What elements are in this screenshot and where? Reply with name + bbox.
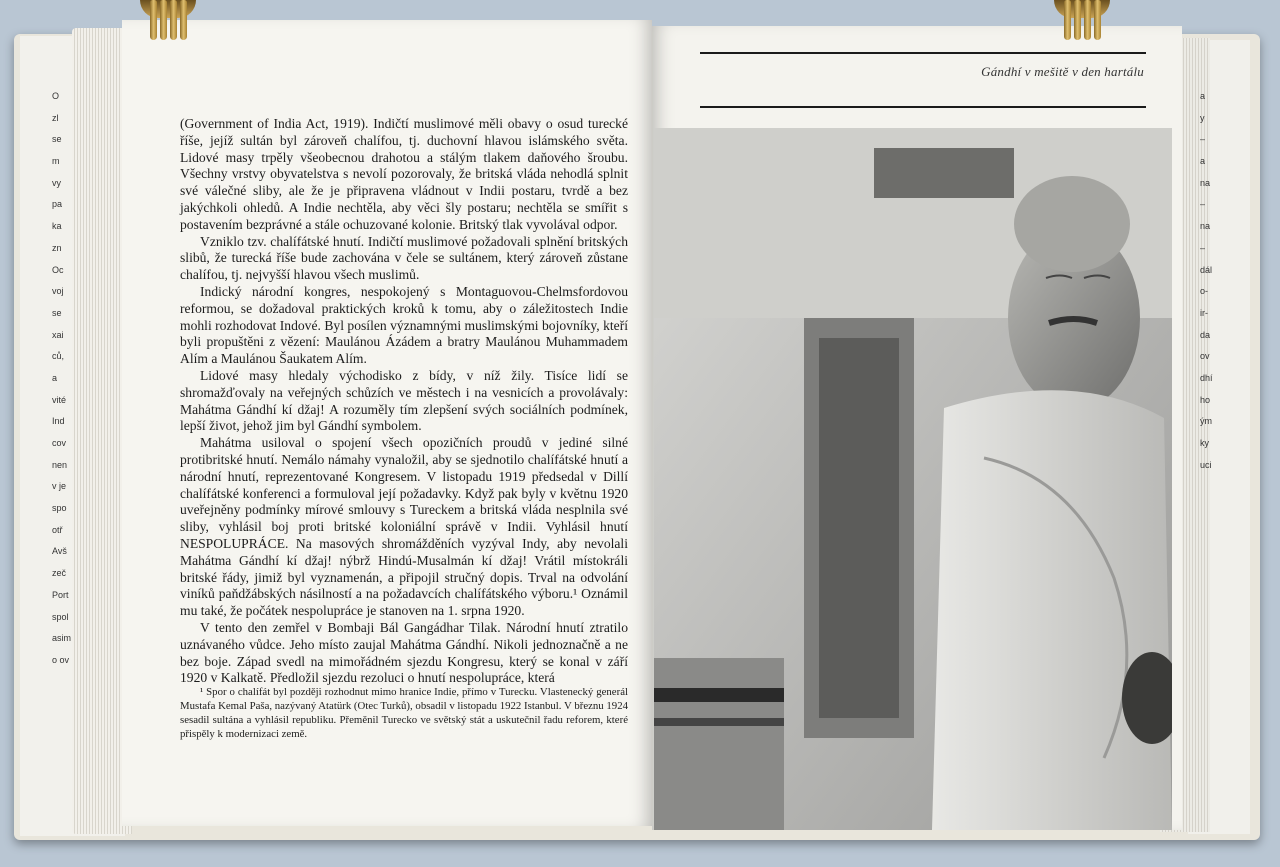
underlying-word: m <box>52 156 60 167</box>
underlying-word: zl <box>52 112 59 123</box>
underlying-word: cov <box>52 438 67 448</box>
underlying-word: Oc <box>52 264 64 275</box>
underlying-right-words <box>1200 86 1213 476</box>
page-clip-right <box>1064 0 1098 40</box>
underlying-word: – <box>1200 199 1206 210</box>
underlying-word: da <box>1200 329 1211 340</box>
underlying-word: na <box>1200 221 1211 232</box>
underlying-word: asim <box>52 633 72 644</box>
underlying-word: ov <box>1200 351 1210 362</box>
underlying-word: – <box>1200 134 1206 145</box>
underlying-word: ka <box>52 221 62 232</box>
underlying-left-words <box>52 86 71 672</box>
paragraph: V tento den zemřel v Bombaji Bál Gangádhar Tilak. Národní hnutí ztratilo uznávaného vůdce. Jeho místo zaujal Mahátma Gándhí. Nikoli jednoznačně a ne bez boje. Západ svedl na mimořádném sjezdu Kongresu, který se konal v září 1920 v Kalkatě. Předložil sjezdu rezoluci o hnutí nespolupráce, která <box>180 619 628 686</box>
underlying-word: vité <box>52 394 67 405</box>
underlying-word: O <box>52 91 60 101</box>
header-rule-top <box>700 52 1146 54</box>
underlying-word: a <box>52 372 58 383</box>
portrait-photo <box>654 128 1172 830</box>
underlying-word: ců, <box>52 351 65 362</box>
underlying-word: spol <box>52 611 69 622</box>
underlying-word: zn <box>52 242 62 253</box>
running-head: Gándhí v mešitě v den hartálu <box>981 64 1144 79</box>
underlying-word: spo <box>52 503 67 514</box>
underlying-word: se <box>52 307 62 318</box>
underlying-word: o ov <box>52 654 70 665</box>
paragraph: Vzniklo tzv. chalífátské hnutí. Indičtí muslimové požadovali splnění britských slibů, že turecká říše bude zachována v čele se sultánem, který zároveň zůstane chalífou, tj. nejvyšší hlavou všech muslimů. <box>180 233 628 283</box>
underlying-word: ky <box>1200 438 1209 448</box>
main-text <box>180 116 628 687</box>
paragraph: (Government of India Act, 1919). Indičtí muslimové měli obavy o osud turecké říše, jejíž sultán byl zároveň chalífou, tj. duchovní hlavou islámského světa. Lidové masy trpěly všeobecnou drahotou a stálým tlakem daňového šroubu. Všechny vrstvy obyvatelstva s nevolí pozorovaly, že britská vláda nehodlá splnit své válečné sliby, ale že je připravena vládnout v Indii postaru, tvrdě a bez jakýchkoli ohledů. A Indie nechtěla, aby věci šly postaru; nechtěla se smířit s postavením bezprávné a stále ochuzované kolonie. Britský tlak vyvolával odpor. <box>180 116 628 232</box>
underlying-word: xai <box>52 329 64 340</box>
underlying-word: Avš <box>52 546 67 557</box>
underlying-word: se <box>52 134 62 145</box>
underlying-word: dál <box>1200 264 1213 275</box>
page-clip-left <box>150 0 184 40</box>
paragraph: Lidové masy hledaly východisko z bídy, v níž žily. Tisíce lidí se shromažďovaly na veřejných schůzích ve městech i na vesnicích a provolávaly: Mahátma Gándhí kí džaj! A rozuměly tím zlepšení svých sociálních podmínek, lepší život, jehož jim byl Gándhí symbolem. <box>180 367 628 434</box>
underlying-word: otř <box>52 524 63 535</box>
underlying-word: ým <box>1200 416 1212 427</box>
paragraph: Indický národní kongres, nespokojený s Montaguovou-Chelmsfordovou reformou, se dožadoval praktických kroků k tomu, aby o záležitostech Indie mohli rozhodovat Indové. Byl posílen významnými muslimskými bojovníky, kteří byli propuštěni z vězení: Maulánou Ázádem a bratry Maulánou Muhammadem Alím a Maulánou Šaukatem Alím. <box>180 283 628 367</box>
underlying-word: y <box>1200 112 1205 123</box>
underlying-word: voj <box>52 286 64 297</box>
underlying-word: vy <box>52 177 61 188</box>
underlying-word: – <box>1200 242 1206 253</box>
footnote: ¹ Spor o chalífát byl později rozhodnut mimo hranice Indie, přímo v Turecku. Vlastenecký generál Mustafa Kemal Paša, nazývaný Atatürk (Otec Turků), obsadil v listopadu 1922 Istanbul. V březnu 1924 sesadil sultána a vyhlásil republiku. Přeměnil Turecko ve světský stát a uskutečnil řadu reforem, které přispěly k modernizaci země. <box>180 686 628 740</box>
underlying-word: o- <box>1200 286 1209 297</box>
underlying-word: uci <box>1200 459 1212 470</box>
underlying-word: Port <box>52 589 69 600</box>
underlying-word: ho <box>1200 394 1211 405</box>
header-rule-bottom <box>700 106 1146 108</box>
underlying-word: dhí <box>1200 372 1213 383</box>
paragraph: Mahátma usiloval o spojení všech opozičních proudů v jediné silné protibritské hnutí. Nemálo námahy vynaložil, aby se sjednotilo chalífátské hnutí a národní hnutí, reprezentované Kongresem. V listopadu 1919 předsedal v Dillí chalífátské konferenci a formuloval její požadavky. Když pak byly v květnu 1920 uveřejněny podmínky mírové smlouvy s Tureckem a britská vláda nesplnila své sliby, vyhlásil boj proti britské koloniální správě v Indii. Vyhlásil hnutí NESPOLUPRÁCE. Na masových shromážděních vyzýval Indy, aby nevolali Mahátma Gándhí kí džaj! nýbrž Hindú-Musalmán kí džaj! Vrátil místokráli britské řády, jimiž byl vyznamenán, a připojil stručný dopis. Trval na odvolání viníků paňdžábských násilností a na požadavcích chalífátského výboru.¹ Oznámil mu také, že počátek nespolupráce je stanoven na 1. srpna 1920. <box>180 435 628 619</box>
underlying-word: Ind <box>52 416 65 427</box>
underlying-word: nen <box>52 459 68 470</box>
underlying-word: zeč <box>52 568 67 579</box>
underlying-word: pa <box>52 199 63 210</box>
underlying-word: ir- <box>1200 307 1208 318</box>
underlying-word: a <box>1200 156 1206 167</box>
underlying-word: na <box>1200 177 1211 188</box>
underlying-word: v je <box>52 481 67 492</box>
underlying-word: a <box>1200 91 1206 101</box>
